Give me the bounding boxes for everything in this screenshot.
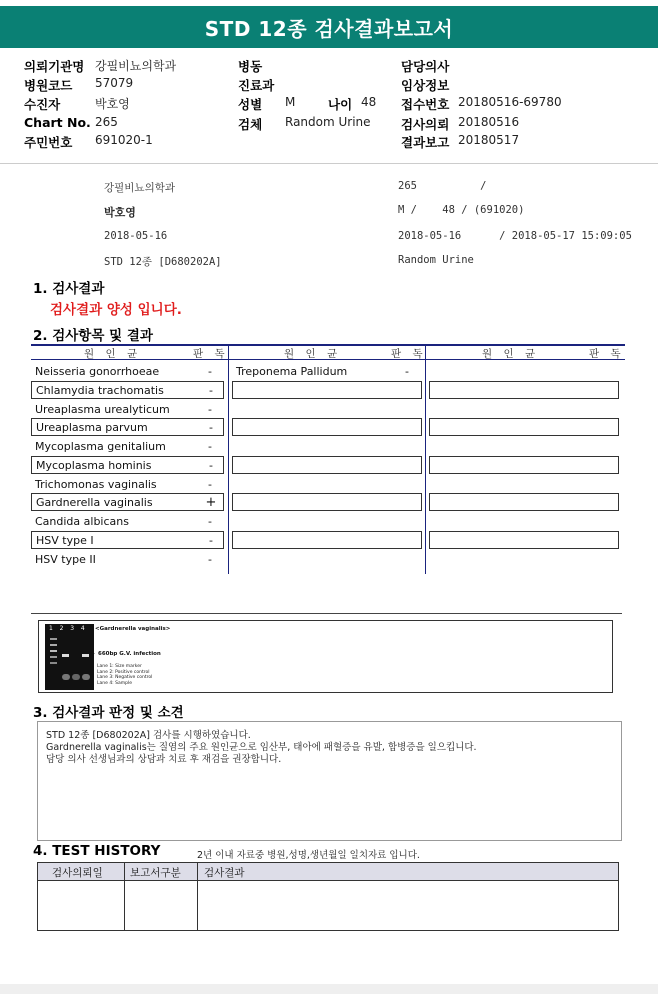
empty-row (429, 493, 619, 511)
table-row (31, 418, 224, 436)
empty-row (232, 418, 422, 436)
receipt-no-value: 20180516-69780 (458, 95, 562, 109)
col2-header: 원 인 균 (284, 348, 342, 360)
positive-band (62, 654, 69, 657)
history-col-date: 검사의뢰일 (52, 867, 103, 879)
ladder-band (50, 662, 57, 664)
col2-judge-header: 판 독 (391, 348, 427, 360)
ladder-band (50, 650, 57, 652)
hospital-name-value: 강필비뇨의학과 (95, 59, 177, 73)
primer-dimer (82, 674, 90, 680)
opinion-line: Gardnerella vaginalis는 질염의 주요 원인균으로 임산부, 태아에 패혈증을 유발, 합병증을 일으킵니다. (46, 742, 477, 753)
age-label: 나이 (328, 97, 353, 112)
hospital-name-label: 의뢰기관명 (24, 59, 85, 74)
table-row (232, 363, 422, 381)
patient-label: 수진자 (24, 97, 61, 112)
primer-dimer (62, 674, 70, 680)
table-row (31, 531, 224, 549)
patient-value: 박호영 (95, 97, 130, 111)
col1-header: 원 인 균 (84, 348, 142, 360)
organism-name-positive: Gardnerella vaginalis (36, 496, 153, 509)
section-divider (31, 613, 622, 614)
organism-result: - (208, 553, 212, 566)
sex-value: M (285, 95, 296, 109)
organism-name: Mycoplasma genitalium (35, 440, 166, 453)
organism-result: - (209, 421, 213, 434)
clinical-info-label: 임상정보 (401, 78, 450, 93)
col1-judge-header: 판 독 (193, 348, 229, 360)
doctor-label: 담당의사 (401, 59, 450, 74)
request-date-value: 20180516 (458, 115, 520, 129)
gel-legend-item: Lane 3: Negative control (97, 675, 153, 680)
specimen-label: 검체 (238, 117, 263, 132)
table-row (31, 437, 224, 455)
arrow-icon: ← (90, 650, 96, 657)
sub-chart: 265 / (398, 180, 487, 192)
dept-label: 진료과 (238, 78, 275, 93)
table-row (31, 475, 224, 493)
hospital-code-value: 57079 (95, 76, 134, 90)
history-col-sep (197, 863, 198, 930)
gel-legend-item: Lane 4: Sample (97, 680, 132, 686)
organism-name: Chlamydia trachomatis (36, 384, 164, 397)
table-row (31, 550, 224, 568)
gel-legend-item: Lane 1: Size marker (97, 664, 142, 669)
history-col-sep (124, 863, 125, 930)
sub-test: STD 12종 [D680202A] (104, 256, 222, 268)
opinion-box (37, 721, 622, 841)
history-note: 2년 이내 자료중 병원,성명,생년월일 일치자료 입니다. (197, 850, 420, 861)
organism-result: - (208, 515, 212, 528)
section2-title: 2. 검사항목 및 결과 (33, 328, 153, 344)
section1-title: 1. 검사결과 (33, 281, 105, 297)
history-header-row (38, 863, 618, 881)
sub-specimen: Random Urine (398, 254, 474, 266)
organism-name: HSV type II (35, 553, 96, 566)
gel-lane-numbers: 1 2 3 4 (49, 625, 86, 632)
primer-dimer (72, 674, 80, 680)
organism-result: - (209, 384, 213, 397)
empty-row (429, 418, 619, 436)
organism-name: Mycoplasma hominis (36, 459, 152, 472)
col-sep-1 (228, 346, 229, 574)
table-row (31, 512, 224, 530)
report-date-value: 20180517 (458, 133, 520, 147)
col-sep-2 (425, 346, 426, 574)
organism-name: Ureaplasma parvum (36, 421, 148, 434)
organism-result-positive: + (205, 495, 217, 510)
empty-row (429, 531, 619, 549)
table-row (31, 400, 224, 418)
header-divider (0, 163, 658, 164)
organism-result: - (209, 534, 213, 547)
organism-result: - (208, 403, 212, 416)
report-date-label: 결과보고 (401, 135, 450, 150)
empty-row (232, 493, 422, 511)
report-title: STD 12종 검사결과보고서 (0, 6, 658, 48)
result-summary: 검사결과 양성 입니다. (50, 302, 182, 318)
empty-row (232, 531, 422, 549)
history-col-type: 보고서구분 (130, 867, 181, 879)
organism-name: Candida albicans (35, 515, 129, 528)
sub-patient: 박호영 (104, 206, 136, 219)
history-col-result: 검사결과 (204, 867, 245, 879)
empty-row (232, 381, 422, 399)
gel-legend-item: Lane 2: Positive control (97, 669, 150, 675)
organism-name: Treponema Pallidum (236, 365, 348, 378)
organism-result: - (208, 365, 212, 378)
gel-band-label: 660bp G.V. infection (98, 651, 161, 657)
ladder-band (50, 638, 57, 640)
specimen-value: Random Urine (285, 115, 371, 129)
table-row (31, 493, 224, 511)
ladder-band (50, 644, 57, 646)
gel-electrophoresis-image (45, 624, 94, 690)
table-row (31, 456, 224, 474)
empty-row (429, 381, 619, 399)
col3-header: 원 인 균 (482, 348, 540, 360)
gel-image-panel (38, 620, 613, 693)
col3-judge-header: 판 독 (589, 348, 625, 360)
opinion-line: 담당 의사 선생님과의 상담과 치료 후 재검을 권장합니다. (46, 754, 282, 765)
opinion-line: STD 12종 [D680202A] 검사를 시행하였습니다. (46, 730, 251, 741)
organism-name: Trichomonas vaginalis (35, 478, 157, 491)
receipt-no-label: 접수번호 (401, 97, 450, 112)
organism-name: HSV type I (36, 534, 94, 547)
sub-dates: 2018-05-16 / 2018-05-17 15:09:05 (398, 230, 632, 242)
organism-result: - (209, 459, 213, 472)
age-value: 48 (361, 95, 377, 109)
request-date-label: 검사의뢰 (401, 117, 450, 132)
ladder-band (50, 656, 57, 658)
gel-caption: <Gardnerella vaginalis> (95, 626, 171, 632)
organism-name: Neisseria gonorrhoeae (35, 365, 160, 378)
table-row (31, 363, 224, 381)
page-footer-band (0, 984, 658, 994)
sub-sex-age: M / 48 / (691020) (398, 204, 525, 216)
hospital-code-label: 병원코드 (24, 78, 73, 93)
sex-label: 성별 (238, 97, 263, 112)
organism-result: - (405, 365, 409, 378)
ward-label: 병동 (238, 59, 263, 74)
gel-legend (97, 664, 152, 686)
sub-date: 2018-05-16 (104, 230, 168, 242)
empty-row (429, 456, 619, 474)
organism-result: - (208, 478, 212, 491)
sample-band (82, 654, 89, 657)
history-table (37, 862, 619, 931)
organism-name: Ureaplasma urealyticum (35, 403, 170, 416)
chart-no-label: Chart No. (24, 115, 91, 130)
table-row (31, 381, 224, 399)
chart-no-value: 265 (95, 115, 118, 129)
empty-row (232, 456, 422, 474)
section4-title: 4. TEST HISTORY (33, 843, 161, 859)
resident-no-value: 691020-1 (95, 133, 153, 147)
section3-title: 3. 검사결과 판정 및 소견 (33, 705, 184, 721)
sub-hospital: 강필비뇨의학과 (104, 182, 176, 194)
resident-no-label: 주민번호 (24, 135, 73, 150)
organism-result: - (208, 440, 212, 453)
